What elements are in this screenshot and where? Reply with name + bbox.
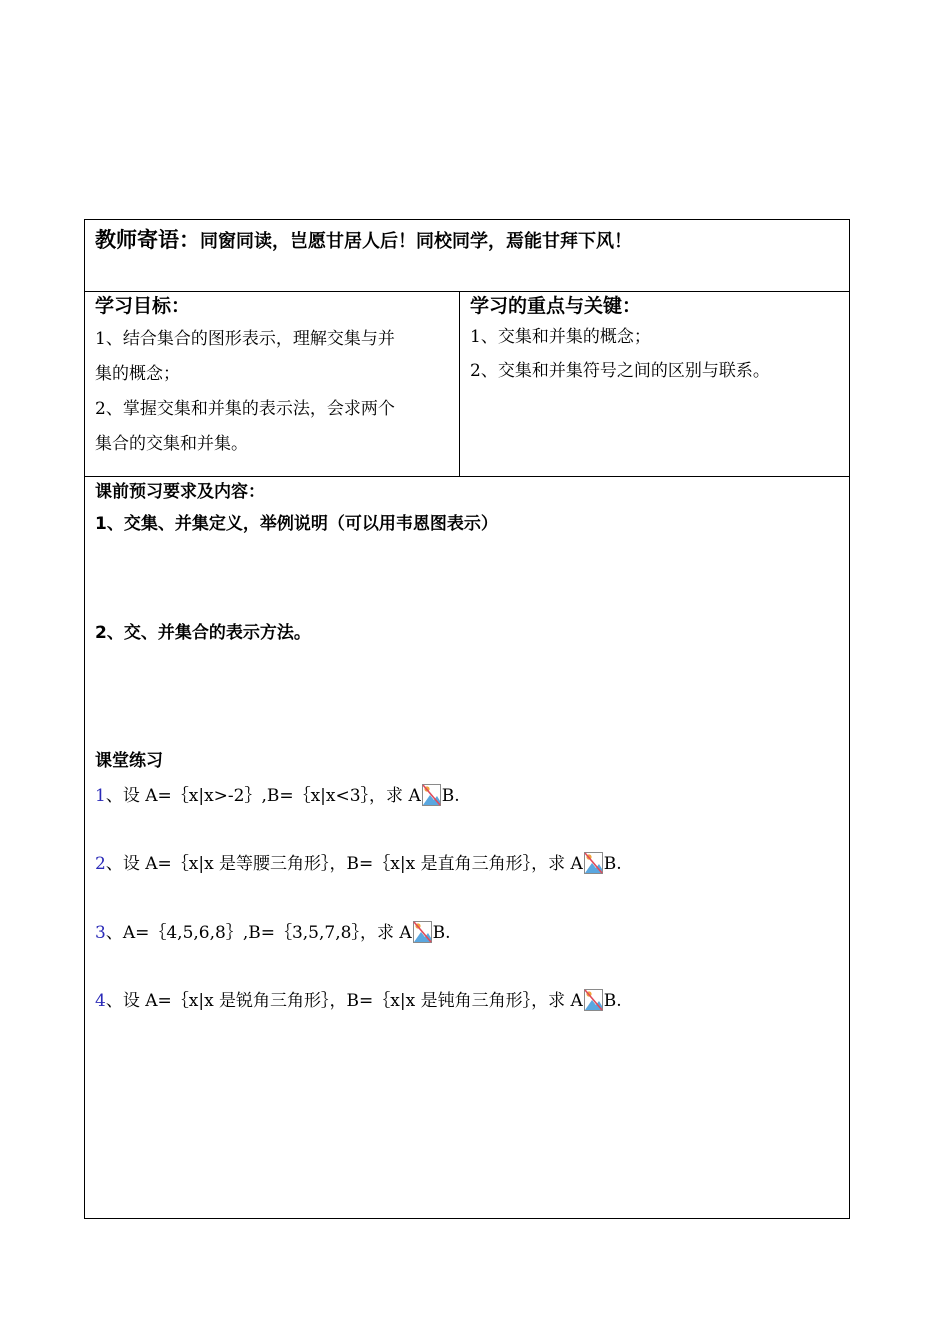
broken-image-icon [422,784,441,806]
item-tail: B. [603,854,622,874]
motto-text: 同窗同读，岂愿甘居人后！同校同学，焉能甘拜下风！ [200,231,632,252]
practice-item [95,918,451,943]
teacher-motto [95,224,632,254]
broken-image-icon [413,921,432,943]
keypoints-list [470,320,770,388]
broken-image-icon [584,989,603,1011]
practice-item [95,986,622,1011]
broken-image-icon [584,852,603,874]
item-tail: B. [432,923,451,943]
goals-heading: 学习目标： [95,295,191,317]
keypoints-heading: 学习的重点与关键： [470,295,642,317]
item-number: 3 [95,923,106,943]
practice-heading: 课堂练习 [95,751,163,771]
motto-label: 教师寄语： [95,228,200,252]
item-text: 、A=｛4,5,6,8｝,B=｛3,5,7,8｝，求 A [105,923,412,943]
goals-line: 2、掌握交集和并集的表示法，会求两个 [95,399,395,419]
goals-line: 集的概念； [95,364,180,384]
row-divider [85,291,849,292]
practice-item [95,849,622,874]
item-number: 4 [95,991,106,1011]
goals-list [95,322,395,462]
item-text: 、设 A=｛x|x 是锐角三角形｝，B=｛x|x 是钝角三角形｝，求 A [105,991,583,1011]
preview-item-2: 2、交、并集合的表示方法。 [95,623,311,643]
item-tail: B. [603,991,622,1011]
item-number: 2 [95,854,106,874]
preview-heading: 课前预习要求及内容： [95,482,265,502]
keypoints-line: 1、交集和并集的概念； [470,327,651,347]
preview-item-1: 1、交集、并集定义，举例说明（可以用韦恩图表示） [95,514,498,534]
keypoints-line: 2、交集和并集符号之间的区别与联系。 [470,361,770,381]
goals-line: 1、结合集合的图形表示，理解交集与并 [95,329,395,349]
item-text: 、设 A=｛x|x 是等腰三角形｝，B=｛x|x 是直角三角形｝，求 A [105,854,583,874]
item-number: 1 [95,786,106,806]
column-divider [459,291,460,476]
item-text: 、设 A=｛x|x>-2｝,B=｛x|x<3｝，求 A [105,786,421,806]
practice-item [95,781,460,806]
item-tail: B. [441,786,460,806]
goals-line: 集合的交集和并集。 [95,434,248,454]
